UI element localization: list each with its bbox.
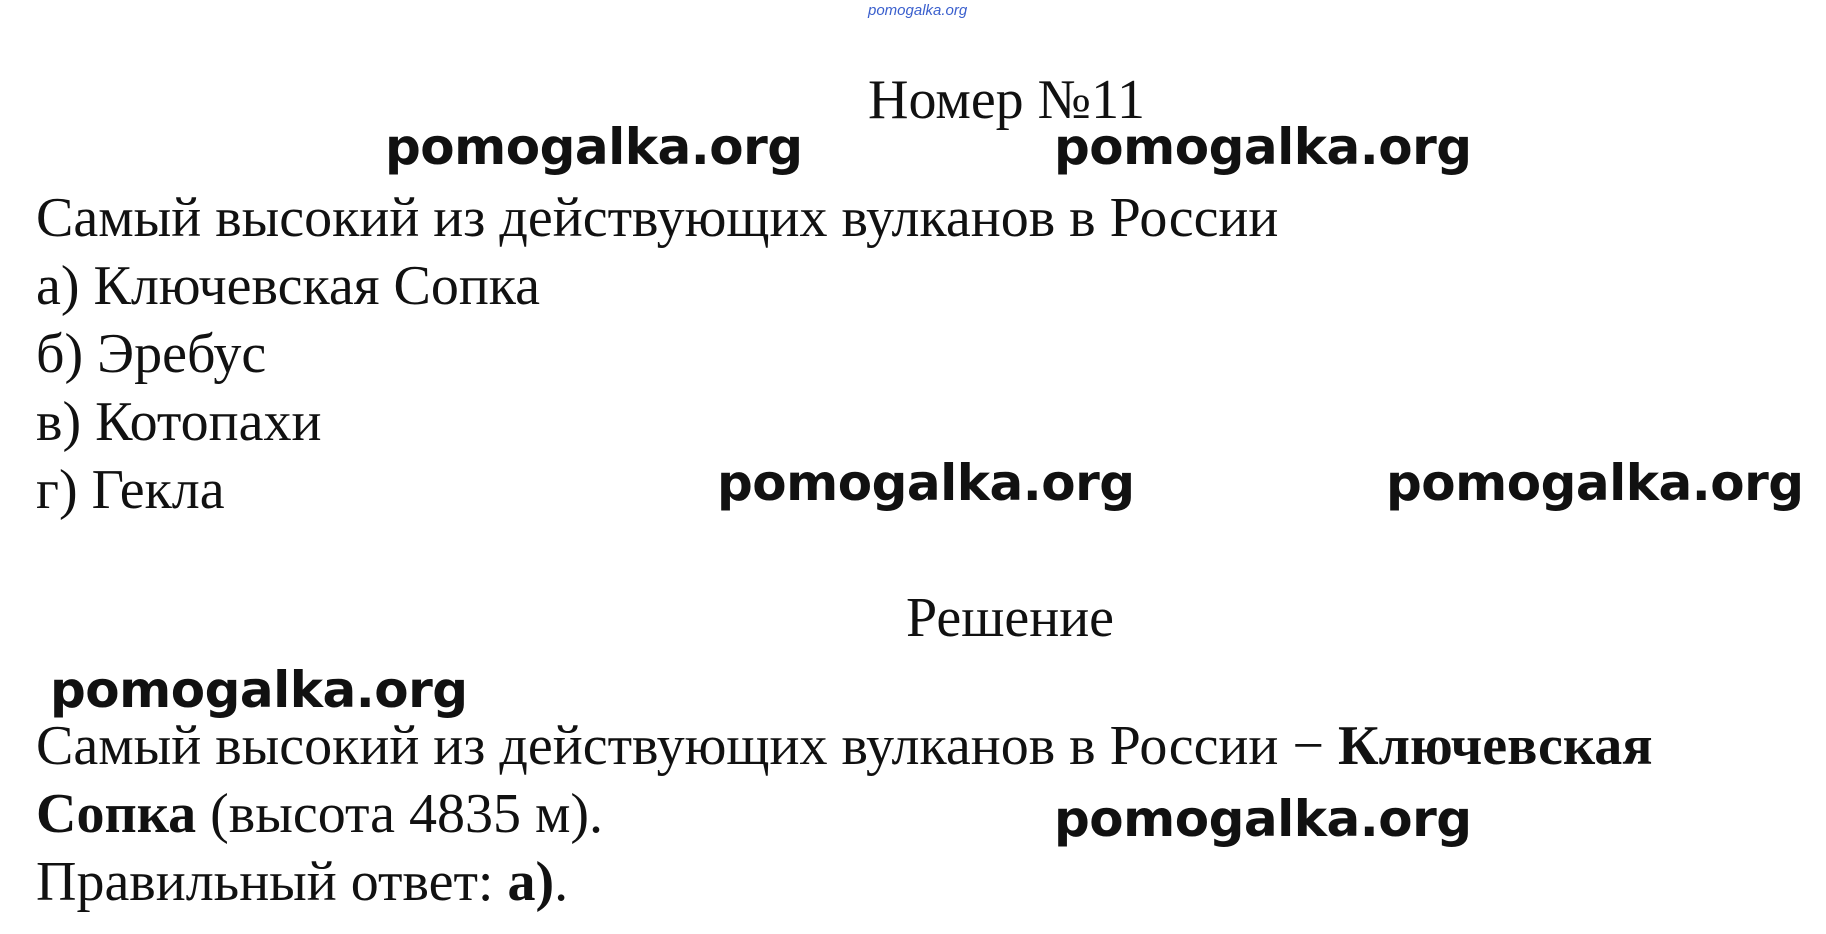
option-b: б) Эребус (36, 323, 267, 385)
solution-line-1-bold: Ключевская (1337, 715, 1653, 777)
option-d: г) Гекла (36, 459, 225, 521)
question-text: Самый высокий из действующих вулканов в России (36, 187, 1279, 249)
watermark-5: pomogalka.org (50, 661, 468, 719)
solution-heading: Решение (906, 587, 1115, 649)
watermark-4: pomogalka.org (1386, 454, 1804, 512)
page-title: Номер №11 (868, 69, 1146, 131)
solution-line-3-text: Правильный ответ: (36, 851, 508, 913)
solution-line-3 (36, 851, 569, 913)
header-watermark: pomogalka.org (868, 2, 968, 19)
solution-line-2 (36, 783, 604, 845)
watermark-2: pomogalka.org (1054, 118, 1472, 176)
watermark-1: pomogalka.org (385, 118, 803, 176)
solution-line-1 (36, 715, 1653, 777)
option-a: а) Ключевская Сопка (36, 255, 540, 317)
option-c: в) Котопахи (36, 391, 322, 453)
solution-line-3-bold: а) (507, 851, 555, 913)
solution-line-2-text: (высота 4835 м). (196, 783, 604, 845)
solution-line-3-end: . (554, 851, 569, 913)
solution-line-2-bold: Сопка (36, 783, 197, 845)
watermark-6: pomogalka.org (1054, 790, 1472, 848)
solution-line-1-text: Самый высокий из действующих вулканов в России − (36, 715, 1338, 777)
watermark-3: pomogalka.org (717, 454, 1135, 512)
